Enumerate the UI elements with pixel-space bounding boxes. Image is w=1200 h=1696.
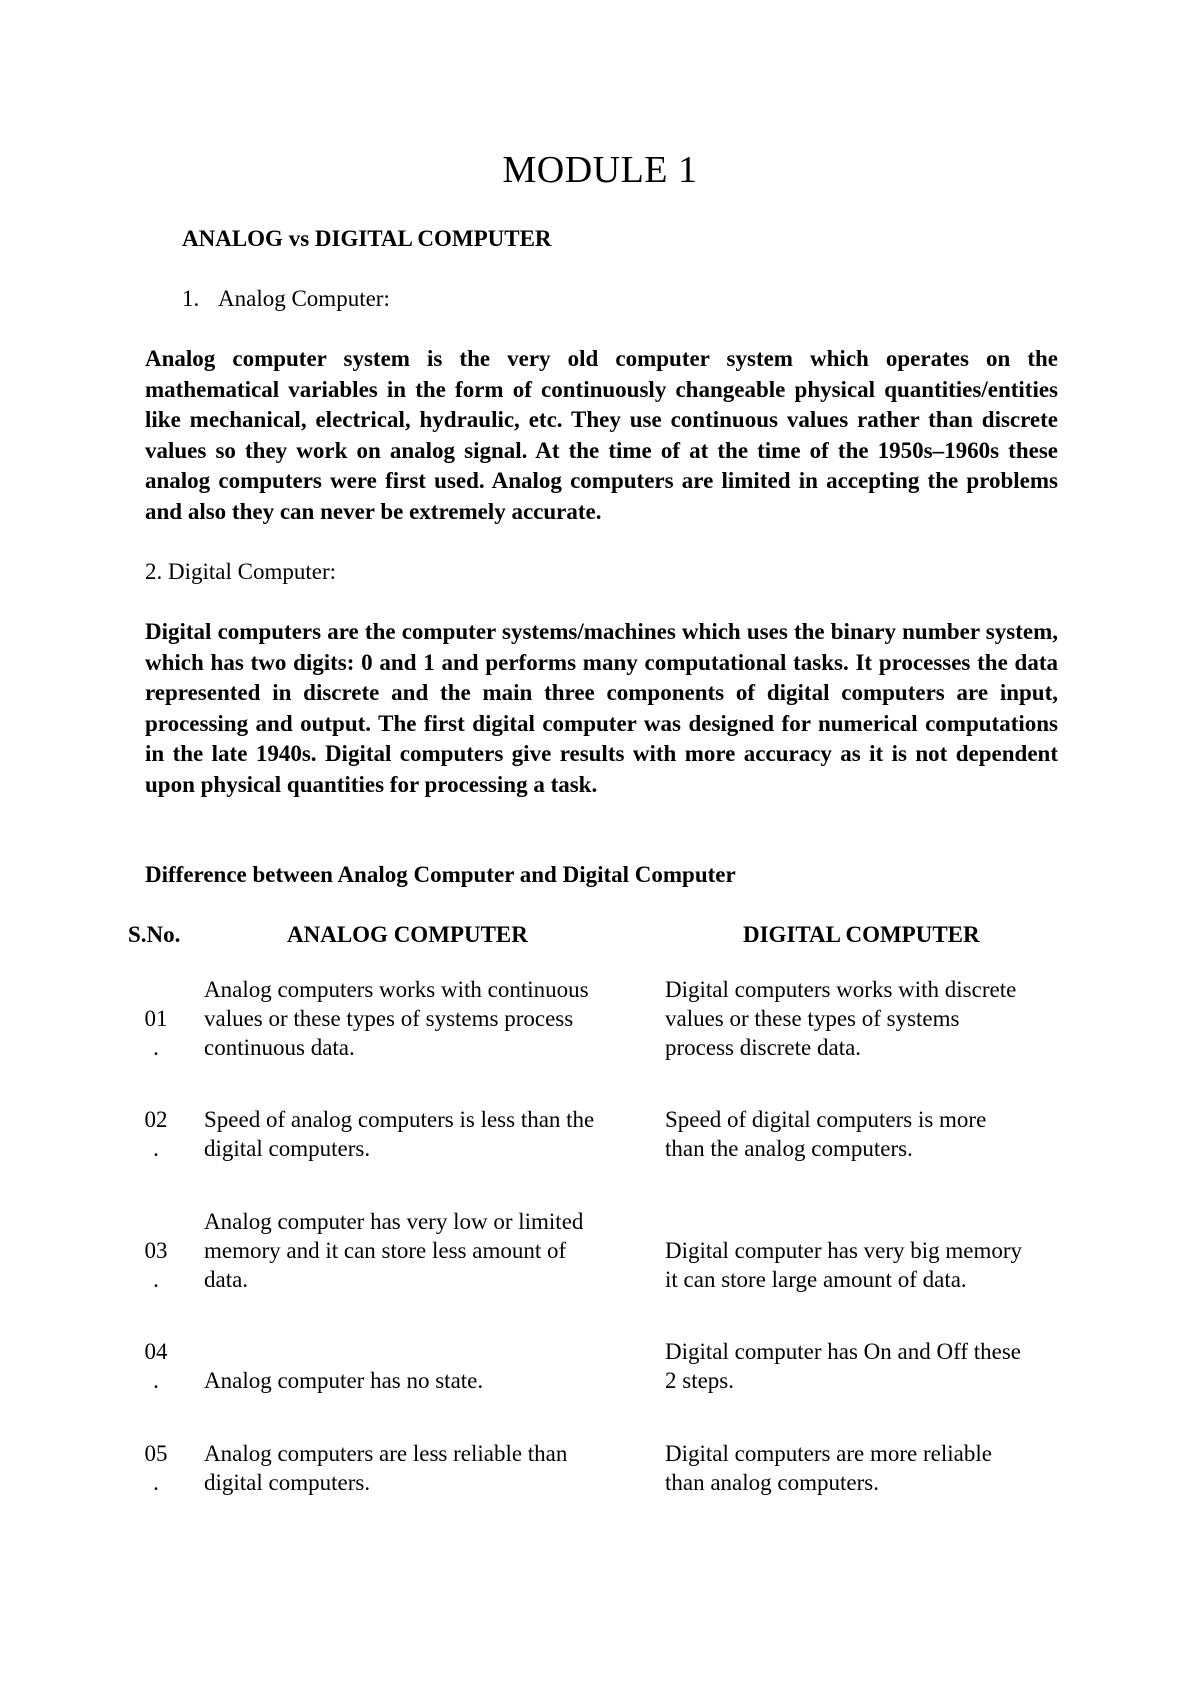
row-analog-line: memory and it can store less amount of: [204, 1238, 567, 1263]
row-sno-line: .: [153, 1136, 159, 1161]
row-sno-line: 05: [144, 1441, 168, 1466]
row-sno-line: 03: [144, 1238, 168, 1263]
row-digital-line: Digital computers are more reliable: [665, 1441, 992, 1466]
row-digital-line: Digital computers works with discrete: [665, 977, 1017, 1002]
table-header-sno: S.No.: [128, 922, 181, 947]
row-digital-line: 2 steps.: [665, 1368, 734, 1393]
row-sno-line: 04: [144, 1339, 168, 1364]
row-digital-line: than the analog computers.: [665, 1136, 913, 1161]
row-sno-line: .: [153, 1035, 159, 1060]
section-heading-text: Analog Computer:: [218, 286, 390, 311]
paragraph-analog: Analog computer system is the very old computer system which operates on the mathematical variables in the form of continuously changeable physical quantities/entities like mechanical, electrical, hydraulic, etc. They use continuous values rather than discrete values so they work on analog signal. At the time of at the time of the 1950s–1960s these analog computers were first used. Analog computers are limited in accepting the problems and also they can never be extremely accurate.: [145, 346, 1058, 524]
row-analog-line: Speed of analog computers is less than the: [204, 1107, 595, 1132]
row-analog-line: Analog computer has no state.: [204, 1368, 484, 1393]
document-subtitle: ANALOG vs DIGITAL COMPUTER: [182, 226, 552, 251]
row-digital-line: Digital computer has On and Off these: [665, 1339, 1021, 1364]
difference-heading: Difference between Analog Computer and Digital Computer: [145, 862, 736, 887]
row-digital-line: than analog computers.: [665, 1470, 879, 1495]
paragraph-digital: Digital computers are the computer systems/machines which uses the binary number system, which has two digits: 0 and 1 and performs many computational tasks. It processes the data represented in discrete and the main three components of digital computers are input, processing and output. The first digital computer was designed for numerical computations in the late 1940s. Digital computers give results with more accuracy as it is not dependent upon physical quantities for processing a task.: [145, 619, 1058, 797]
row-analog-line: Analog computer has very low or limited: [204, 1209, 584, 1234]
row-analog-line: continuous data.: [204, 1035, 355, 1060]
table-header-analog: ANALOG COMPUTER: [287, 922, 528, 947]
row-sno-line: 01: [144, 1006, 168, 1031]
row-digital-line: values or these types of systems: [665, 1006, 960, 1031]
row-analog-line: values or these types of systems process: [204, 1006, 574, 1031]
row-analog-line: digital computers.: [204, 1470, 371, 1495]
section-heading-digital: 2. Digital Computer:: [145, 559, 337, 584]
row-sno-line: 02: [144, 1107, 168, 1132]
row-sno-line: .: [153, 1470, 159, 1495]
page-title: MODULE 1: [502, 149, 698, 191]
row-analog-line: data.: [204, 1267, 249, 1292]
row-sno-line: .: [153, 1267, 159, 1292]
row-analog-line: digital computers.: [204, 1136, 371, 1161]
row-analog-line: Analog computers works with continuous: [204, 977, 589, 1002]
section-heading-analog: [182, 284, 390, 314]
row-digital-line: it can store large amount of data.: [665, 1267, 967, 1292]
table-header-digital: DIGITAL COMPUTER: [743, 922, 980, 947]
row-sno-line: .: [153, 1368, 159, 1393]
section-number: 1.: [182, 286, 200, 311]
row-digital-line: Digital computer has very big memory: [665, 1238, 1023, 1263]
row-digital-line: process discrete data.: [665, 1035, 862, 1060]
row-digital-line: Speed of digital computers is more: [665, 1107, 987, 1132]
row-analog-line: Analog computers are less reliable than: [204, 1441, 568, 1466]
